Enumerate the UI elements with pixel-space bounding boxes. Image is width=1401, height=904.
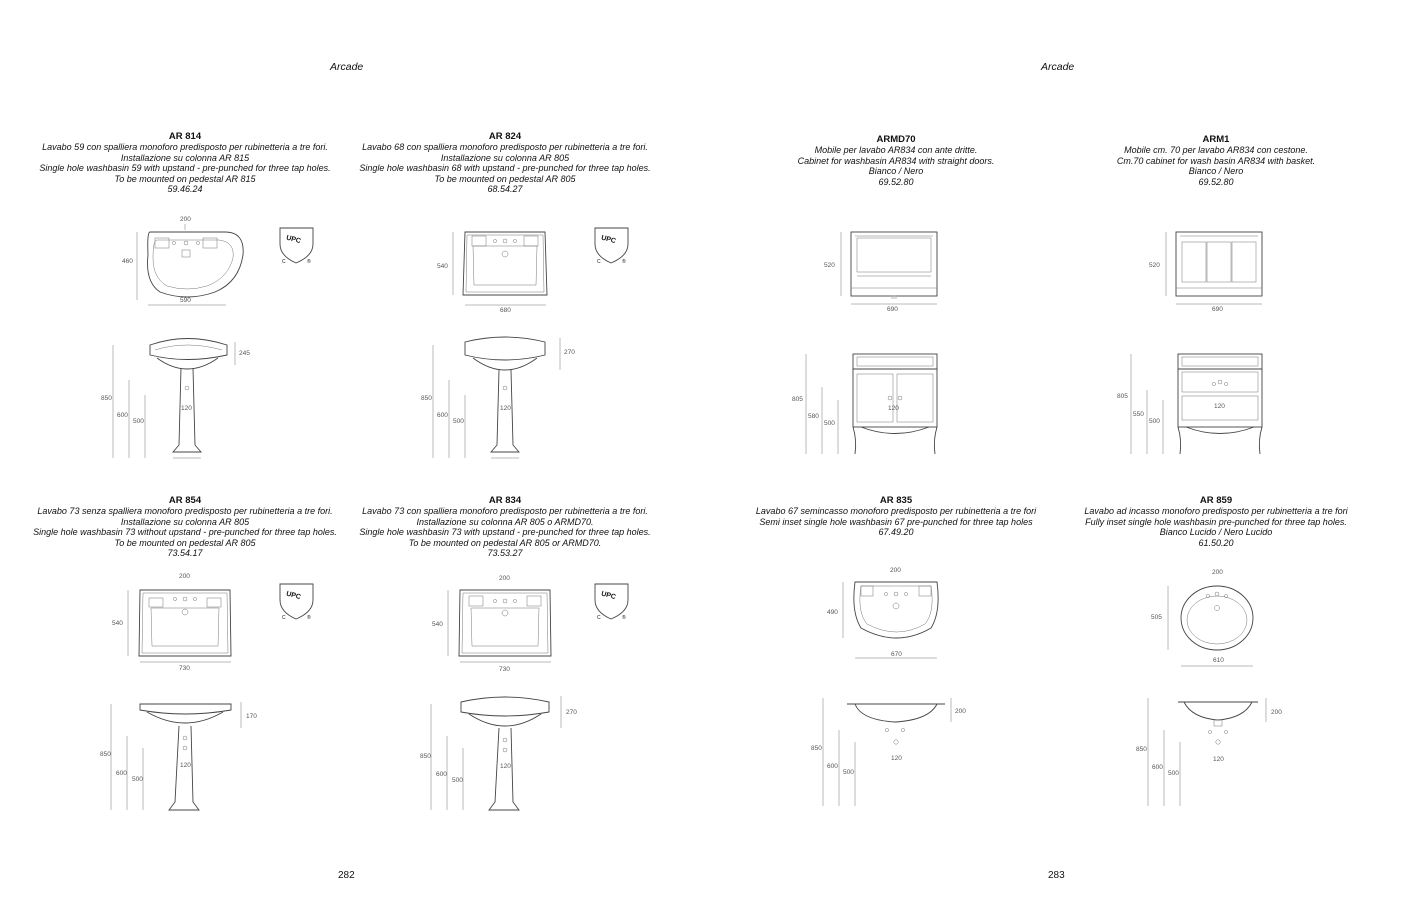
- product-code: AR 859: [1199, 495, 1233, 506]
- description-line: Installazione su colonna AR 805: [120, 516, 250, 527]
- dimension-label: 500: [452, 777, 463, 784]
- product-price-code: 61.50.20: [1198, 537, 1234, 548]
- product-price-code: 69.52.80: [878, 176, 914, 187]
- svg-text:C: C: [597, 615, 601, 621]
- description-line: Single hole washbasin 68 with upstand - pre-punched for three tap holes.: [359, 163, 651, 173]
- product-ar834-drawing: [415, 568, 655, 818]
- dimension-label: 120: [180, 762, 191, 769]
- dimension-label: 550: [1133, 411, 1144, 418]
- description-line: Single hole washbasin 73 without upstand - pre-punched for three tap holes.: [33, 527, 337, 537]
- description-line: Lavabo 73 con spalliera monoforo predisposto per rubinetteria a tre fori.: [362, 506, 648, 516]
- svg-text:C: C: [597, 259, 601, 265]
- dimension-label: 730: [499, 666, 510, 673]
- dimension-label: 200: [1212, 569, 1223, 576]
- dimension-label: 500: [843, 769, 854, 776]
- product-ar814-drawing: [95, 210, 335, 460]
- svg-text:C: C: [282, 259, 286, 265]
- dimension-label: 520: [1149, 262, 1160, 269]
- dimension-label: 170: [246, 713, 257, 720]
- dimension-label: 500: [1149, 418, 1160, 425]
- description-line: Lavabo 67 semincasso monoforo predisposto per rubinetteria a tre fori: [755, 506, 1037, 516]
- product-ar834-text: [335, 495, 675, 559]
- dimension-label: 610: [1213, 657, 1224, 664]
- svg-text:®: ®: [307, 259, 311, 265]
- product-code: AR 854: [168, 495, 202, 506]
- description-line: Mobile per lavabo AR834 con ante dritte.: [814, 145, 978, 155]
- product-price-code: 59.46.24: [167, 184, 203, 194]
- svg-text:UPC: UPC: [600, 590, 617, 602]
- dimension-label: 200: [1271, 709, 1282, 716]
- product-code: ARM1: [1202, 134, 1230, 145]
- catalog-page-right: [701, 0, 1401, 904]
- product-price-code: 68.54.27: [487, 184, 523, 194]
- dimension-label: 850: [101, 395, 112, 402]
- dimension-label: 680: [500, 307, 511, 314]
- upc-certification-icon: [280, 228, 313, 265]
- dimension-label: 500: [1168, 770, 1179, 777]
- description-line: Installazione su colonna AR 805: [440, 152, 570, 163]
- product-arm1-drawing: [1116, 222, 1296, 462]
- dimension-label: 200: [180, 216, 191, 223]
- description-line: Fully inset single hole washbasin pre-punched for three tap holes.: [1085, 516, 1347, 527]
- dimension-label: 120: [500, 763, 511, 770]
- dimension-label: 460: [122, 258, 133, 265]
- dimension-label: 200: [955, 708, 966, 715]
- product-price-code: 69.52.80: [1198, 176, 1234, 187]
- dimension-label: 690: [887, 306, 898, 313]
- dimension-label: 270: [564, 349, 575, 356]
- product-ar835-drawing: [791, 562, 981, 812]
- dimension-label: 600: [1152, 764, 1163, 771]
- description-line: Semi inset single hole washbasin 67 pre-punched for three tap holes: [759, 516, 1033, 527]
- product-ar854-text: [15, 495, 355, 559]
- svg-text:®: ®: [622, 615, 626, 621]
- dimension-label: 805: [1117, 393, 1128, 400]
- dimension-label: 245: [239, 350, 250, 357]
- page-header: Arcade: [1041, 61, 1075, 73]
- dimension-label: 520: [824, 262, 835, 269]
- page-number: 282: [338, 870, 355, 881]
- dimension-label: 850: [1136, 746, 1147, 753]
- dimension-label: 200: [499, 575, 510, 582]
- dimension-label: 600: [436, 771, 447, 778]
- dimension-label: 120: [1214, 403, 1225, 410]
- product-price-code: 67.49.20: [878, 527, 914, 537]
- description-line: To be mounted on pedestal AR 805: [434, 173, 576, 184]
- description-line: Mobile cm. 70 per lavabo AR834 con cestone.: [1124, 145, 1308, 155]
- dimension-label: 120: [1213, 756, 1224, 763]
- dimension-label: 120: [888, 405, 899, 412]
- description-line: Single hole washbasin 59 with upstand - pre-punched for three tap holes.: [39, 163, 331, 173]
- dimension-label: 850: [100, 751, 111, 758]
- product-code: AR 834: [488, 495, 522, 506]
- dimension-label: 200: [890, 567, 901, 574]
- page-number: 283: [1048, 870, 1065, 881]
- product-armd70-drawing: [791, 222, 971, 462]
- svg-text:UPC: UPC: [285, 234, 302, 246]
- description-line: Installazione su colonna AR 805 o ARMD70.: [416, 516, 594, 527]
- dimension-label: 500: [132, 776, 143, 783]
- dimension-label: 600: [117, 412, 128, 419]
- svg-text:®: ®: [307, 615, 311, 621]
- product-price-code: 73.53.27: [487, 548, 523, 558]
- dimension-label: 600: [437, 412, 448, 419]
- description-line: To be mounted on pedestal AR 815: [114, 173, 256, 184]
- product-ar824-text: [335, 131, 675, 195]
- description-line: Cabinet for washbasin AR834 with straight doors.: [797, 155, 995, 166]
- dimension-label: 540: [437, 263, 448, 270]
- dimension-label: 200: [179, 573, 190, 580]
- dimension-label: 505: [1151, 614, 1162, 621]
- description-line: Installazione su colonna AR 815: [120, 152, 250, 163]
- description-line: Bianco / Nero: [868, 166, 924, 176]
- product-code: AR 824: [488, 131, 522, 142]
- product-ar859-text: [1046, 495, 1386, 548]
- dimension-label: 500: [453, 418, 464, 425]
- product-ar835-text: [726, 495, 1066, 538]
- dimension-label: 805: [792, 396, 803, 403]
- dimension-label: 690: [1212, 306, 1223, 313]
- dimension-label: 730: [179, 665, 190, 672]
- dimension-label: 270: [566, 709, 577, 716]
- dimension-label: 540: [432, 621, 443, 628]
- description-line: To be mounted on pedestal AR 805 or ARMD70.: [408, 537, 602, 548]
- dimension-label: 580: [808, 413, 819, 420]
- description-line: Bianco Lucido / Nero Lucido: [1159, 527, 1273, 537]
- product-price-code: 73.54.17: [167, 548, 203, 558]
- product-ar814-text: [15, 131, 355, 195]
- dimension-label: 540: [112, 620, 123, 627]
- dimension-label: 600: [827, 763, 838, 770]
- description-line: Lavabo 59 con spalliera monoforo predisposto per rubinetteria a tre fori.: [42, 142, 328, 152]
- dimension-label: 850: [811, 745, 822, 752]
- dimension-label: 120: [891, 755, 902, 762]
- dimension-label: 490: [827, 609, 838, 616]
- dimension-label: 670: [891, 651, 902, 658]
- product-arm1-text: [1046, 134, 1386, 187]
- description-line: Lavabo 68 con spalliera monoforo predisposto per rubinetteria a tre fori.: [362, 142, 648, 152]
- product-armd70-text: [726, 134, 1066, 187]
- dimension-label: 600: [116, 770, 127, 777]
- dimension-label: 590: [180, 297, 191, 304]
- description-line: To be mounted on pedestal AR 805: [114, 537, 256, 548]
- description-line: Lavabo 73 senza spalliera monoforo predisposto per rubinetteria a tre fori.: [37, 506, 333, 516]
- dimension-label: 120: [500, 405, 511, 412]
- page-header: Arcade: [330, 61, 364, 73]
- product-ar854-drawing: [95, 568, 335, 818]
- upc-certification-icon: [595, 228, 628, 265]
- catalog-page-left: [0, 0, 700, 904]
- dimension-label: 850: [420, 753, 431, 760]
- description-line: Cm.70 cabinet for wash basin AR834 with basket.: [1116, 155, 1316, 166]
- product-ar824-drawing: [415, 210, 655, 460]
- dimension-label: 500: [133, 418, 144, 425]
- product-ar859-drawing: [1116, 562, 1306, 812]
- dimension-label: 120: [181, 405, 192, 412]
- description-line: Single hole washbasin 73 with upstand - pre-punched for three tap holes.: [359, 527, 651, 537]
- description-line: Lavabo ad incasso monoforo predisposto per rubinetteria a tre fori: [1084, 506, 1348, 516]
- svg-text:UPC: UPC: [600, 234, 617, 246]
- description-line: Bianco / Nero: [1188, 166, 1244, 176]
- product-code: AR 835: [879, 495, 913, 506]
- product-code: AR 814: [168, 131, 202, 142]
- svg-text:C: C: [282, 615, 286, 621]
- upc-certification-icon: [280, 584, 313, 621]
- upc-certification-icon: [595, 584, 628, 621]
- dimension-label: 500: [824, 420, 835, 427]
- svg-text:UPC: UPC: [285, 590, 302, 602]
- dimension-label: 850: [421, 395, 432, 402]
- product-code: ARMD70: [876, 134, 916, 145]
- svg-text:®: ®: [622, 259, 626, 265]
